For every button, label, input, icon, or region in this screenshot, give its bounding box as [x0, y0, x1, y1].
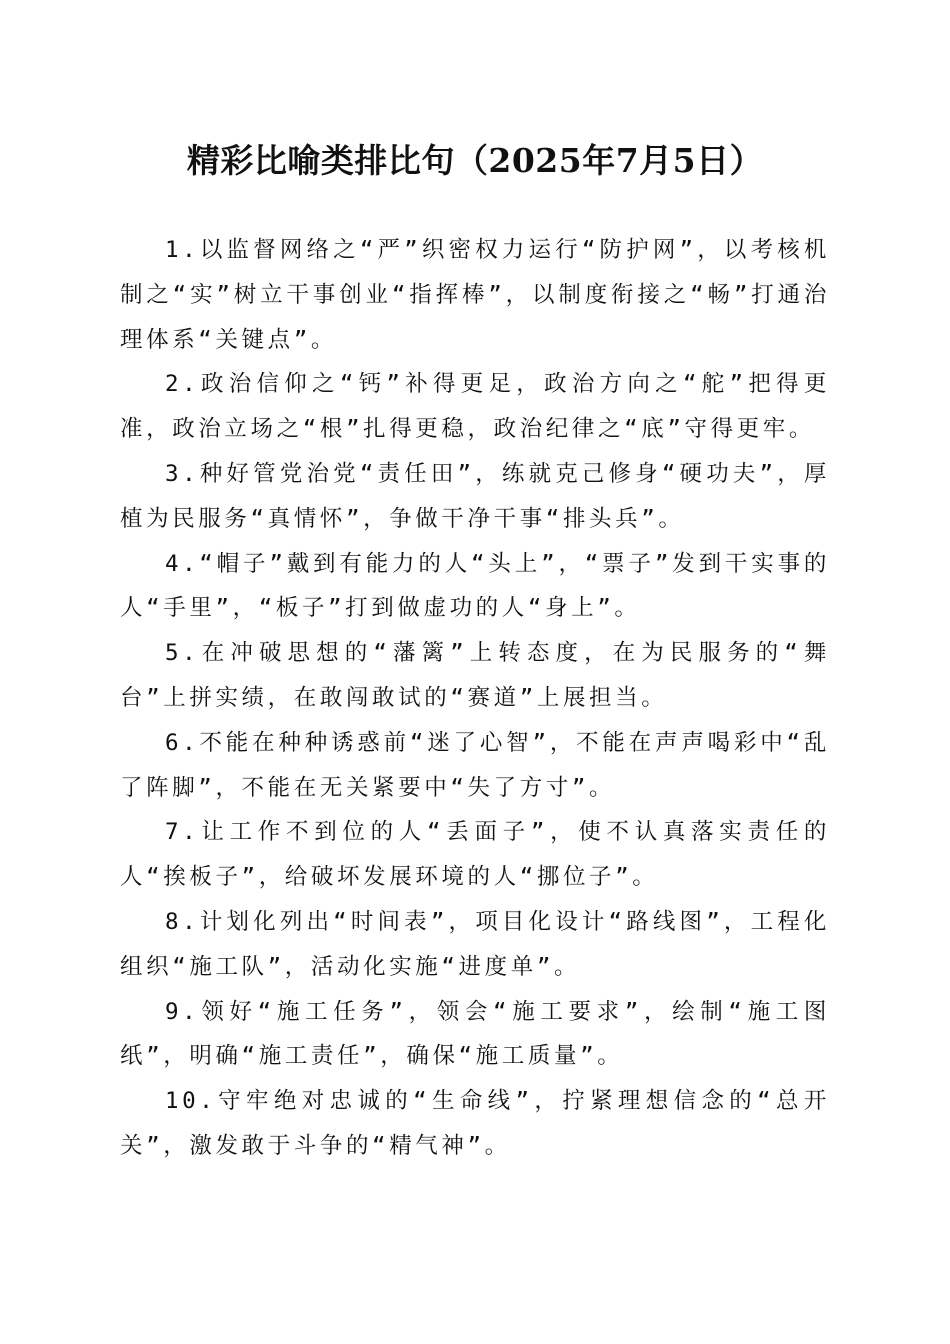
paragraph-3: 3.种好管党治党“责任田”，练就克己修身“硬功夫”，厚植为民服务“真情怀”，争做干净干事“排头兵”。	[120, 460, 830, 532]
paragraph-9: 9.领好“施工任务”，领会“施工要求”，绘制“施工图纸”，明确“施工责任”，确保“施工质量”。	[120, 998, 830, 1070]
paragraph-7: 7.让工作不到位的人“丢面子”，使不认真落实责任的人“挨板子”，给破坏发展环境的人“挪位子”。	[120, 819, 830, 891]
document-title: 精彩比喻类排比句（2025年7月5日）	[186, 141, 764, 180]
paragraph-8: 8.计划化列出“时间表”，项目化设计“路线图”，工程化组织“施工队”，活动化实施“进度单”。	[120, 908, 830, 980]
paragraph-6: 6.不能在种种诱惑前“迷了心智”，不能在声声喝彩中“乱了阵脚”，不能在无关紧要中“失了方寸”。	[120, 729, 830, 801]
document-body	[120, 228, 830, 1169]
paragraph-4: 4.“帽子”戴到有能力的人“头上”，“票子”发到干实事的人“手里”，“板子”打到做虚功的人“身上”。	[120, 550, 830, 622]
paragraph-10: 10.守牢绝对忠诚的“生命线”，拧紧理想信念的“总开关”，激发敢于斗争的“精气神”。	[120, 1088, 830, 1159]
paragraph-2: 2.政治信仰之“钙”补得更足，政治方向之“舵”把得更准，政治立场之“根”扎得更稳，政治纪律之“底”守得更牢。	[120, 371, 830, 443]
paragraph-1: 1.以监督网络之“严”织密权力运行“防护网”，以考核机制之“实”树立干事创业“指挥棒”，以制度衔接之“畅”打通治理体系“关键点”。	[120, 237, 830, 353]
paragraph-5: 5.在冲破思想的“藩篱”上转态度，在为民服务的“舞台”上拼实绩，在敢闯敢试的“赛道”上展担当。	[120, 640, 830, 711]
